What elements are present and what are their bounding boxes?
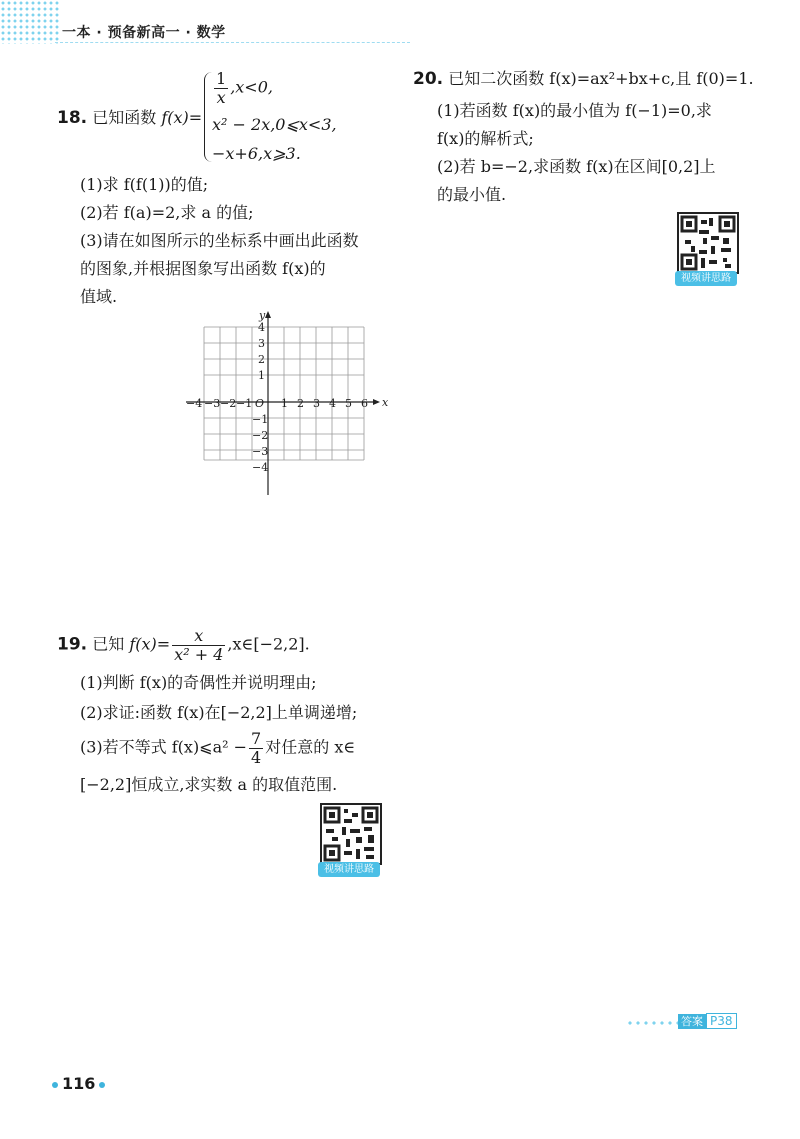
q19-part3-a: (3)若不等式 f(x)⩽a² −	[80, 737, 248, 757]
q18-intro: 已知函数	[92, 108, 157, 127]
q19-qr-code[interactable]	[320, 803, 382, 865]
x-tick-neg-3: −3	[204, 397, 221, 410]
x-tick-neg-2: −2	[220, 397, 237, 410]
page-dot-right	[99, 1082, 105, 1088]
q19-video-label[interactable]: 视频讲思路	[318, 862, 380, 877]
q18-piece1-cond: ,x<0,	[230, 77, 273, 97]
y-tick-neg-4: −4	[252, 461, 269, 474]
page-dot-left	[52, 1082, 58, 1088]
q20-part1-line1: (1)若函数 f(x)的最小值为 f(−1)=0,求	[437, 101, 712, 120]
answer-label: 答案	[678, 1014, 706, 1029]
page-number: 116	[62, 1074, 96, 1093]
y-tick-neg-2: −2	[252, 429, 269, 442]
x-tick-neg-1: −1	[236, 397, 253, 410]
q19-fraction	[172, 627, 225, 663]
grid-lines	[204, 327, 364, 460]
x-axis-label: x	[382, 396, 389, 409]
q18-part3-line1: (3)请在如图所示的坐标系中画出此函数	[80, 231, 359, 250]
answer-dots	[626, 1020, 678, 1026]
q19-frac-num: x	[172, 627, 225, 646]
q19-part3-frac-den: 4	[251, 747, 262, 767]
q18-piece1-num: 1	[216, 69, 227, 88]
page-number-block	[48, 1074, 109, 1093]
q19-intro-line	[57, 627, 310, 663]
y-tick-4: 4	[258, 321, 265, 334]
q19-frac-den: x² + 4	[174, 644, 224, 664]
y-tick-neg-3: −3	[252, 445, 269, 458]
q19-intro: 已知	[92, 634, 125, 654]
answer-page: P38	[706, 1013, 737, 1029]
x-tick-5: 5	[345, 397, 352, 410]
q18-piece1-fraction	[214, 70, 228, 106]
x-tick-3: 3	[313, 397, 320, 410]
y-axis-label: y	[259, 309, 266, 322]
q20-part2-line1: (2)若 b=−2,求函数 f(x)在区间[0,2]上	[437, 157, 716, 176]
q18-piece3: −x+6,x⩾3.	[212, 144, 301, 163]
coordinate-grid	[180, 305, 390, 505]
q19-number: 19.	[57, 634, 88, 655]
q18-part3-line2: 的图象,并根据图象写出函数 f(x)的	[80, 259, 326, 278]
q20-part2-line2: 的最小值.	[437, 185, 507, 204]
q18-piece1-den: x	[216, 87, 226, 107]
x-tick-4: 4	[329, 397, 336, 410]
q20-number: 20.	[413, 69, 444, 89]
q19-part3-line2: [−2,2]恒成立,求实数 a 的取值范围.	[80, 775, 338, 794]
q19-part3-frac-num: 7	[251, 729, 262, 748]
q18-piece1	[212, 70, 273, 106]
header-title: 一本 · 预备新高一 · 数学	[62, 25, 226, 41]
x-tick-2: 2	[297, 397, 304, 410]
answer-reference[interactable]	[678, 1013, 737, 1029]
q19-part3-fraction	[249, 730, 263, 766]
y-tick-2: 2	[258, 353, 265, 366]
q18-part3-line3: 值域.	[80, 287, 118, 306]
q19-part2: (2)求证:函数 f(x)在[−2,2]上单调递增;	[80, 703, 358, 722]
q20-text: 已知二次函数 f(x)=ax²+bx+c,且 f(0)=1.	[448, 69, 754, 88]
x-tick-6: 6	[361, 397, 368, 410]
origin-label: O	[255, 397, 265, 410]
q19-part3-line1	[80, 730, 355, 766]
q18-piece2: x² − 2x,0⩽x<3,	[212, 115, 337, 134]
q19-fx: f(x)=	[129, 634, 171, 654]
x-tick-neg-4: −4	[186, 397, 203, 410]
corner-dot-pattern	[0, 0, 60, 44]
q18-intro-line	[57, 105, 202, 132]
q20-line1	[413, 66, 754, 93]
x-axis-arrow	[373, 399, 380, 405]
y-tick-neg-1: −1	[252, 413, 269, 426]
q19-part1: (1)判断 f(x)的奇偶性并说明理由;	[80, 673, 317, 692]
q19-domain: ,x∈[−2,2].	[227, 634, 310, 654]
q19-part3-b: 对任意的 x∈	[265, 737, 356, 757]
q18-fx: f(x)=	[161, 108, 203, 127]
q20-part1-line2: f(x)的解析式;	[437, 129, 534, 148]
y-tick-3: 3	[258, 337, 265, 350]
y-tick-1: 1	[258, 369, 265, 382]
q18-part1: (1)求 f(f(1))的值;	[80, 175, 209, 194]
q20-qr-code[interactable]	[677, 212, 739, 274]
q18-part2: (2)若 f(a)=2,求 a 的值;	[80, 203, 254, 222]
q18-number: 18.	[57, 108, 88, 128]
x-tick-1: 1	[281, 397, 288, 410]
header-divider	[55, 42, 410, 43]
q20-video-label[interactable]: 视频讲思路	[675, 271, 737, 286]
y-axis-arrow	[265, 311, 271, 318]
